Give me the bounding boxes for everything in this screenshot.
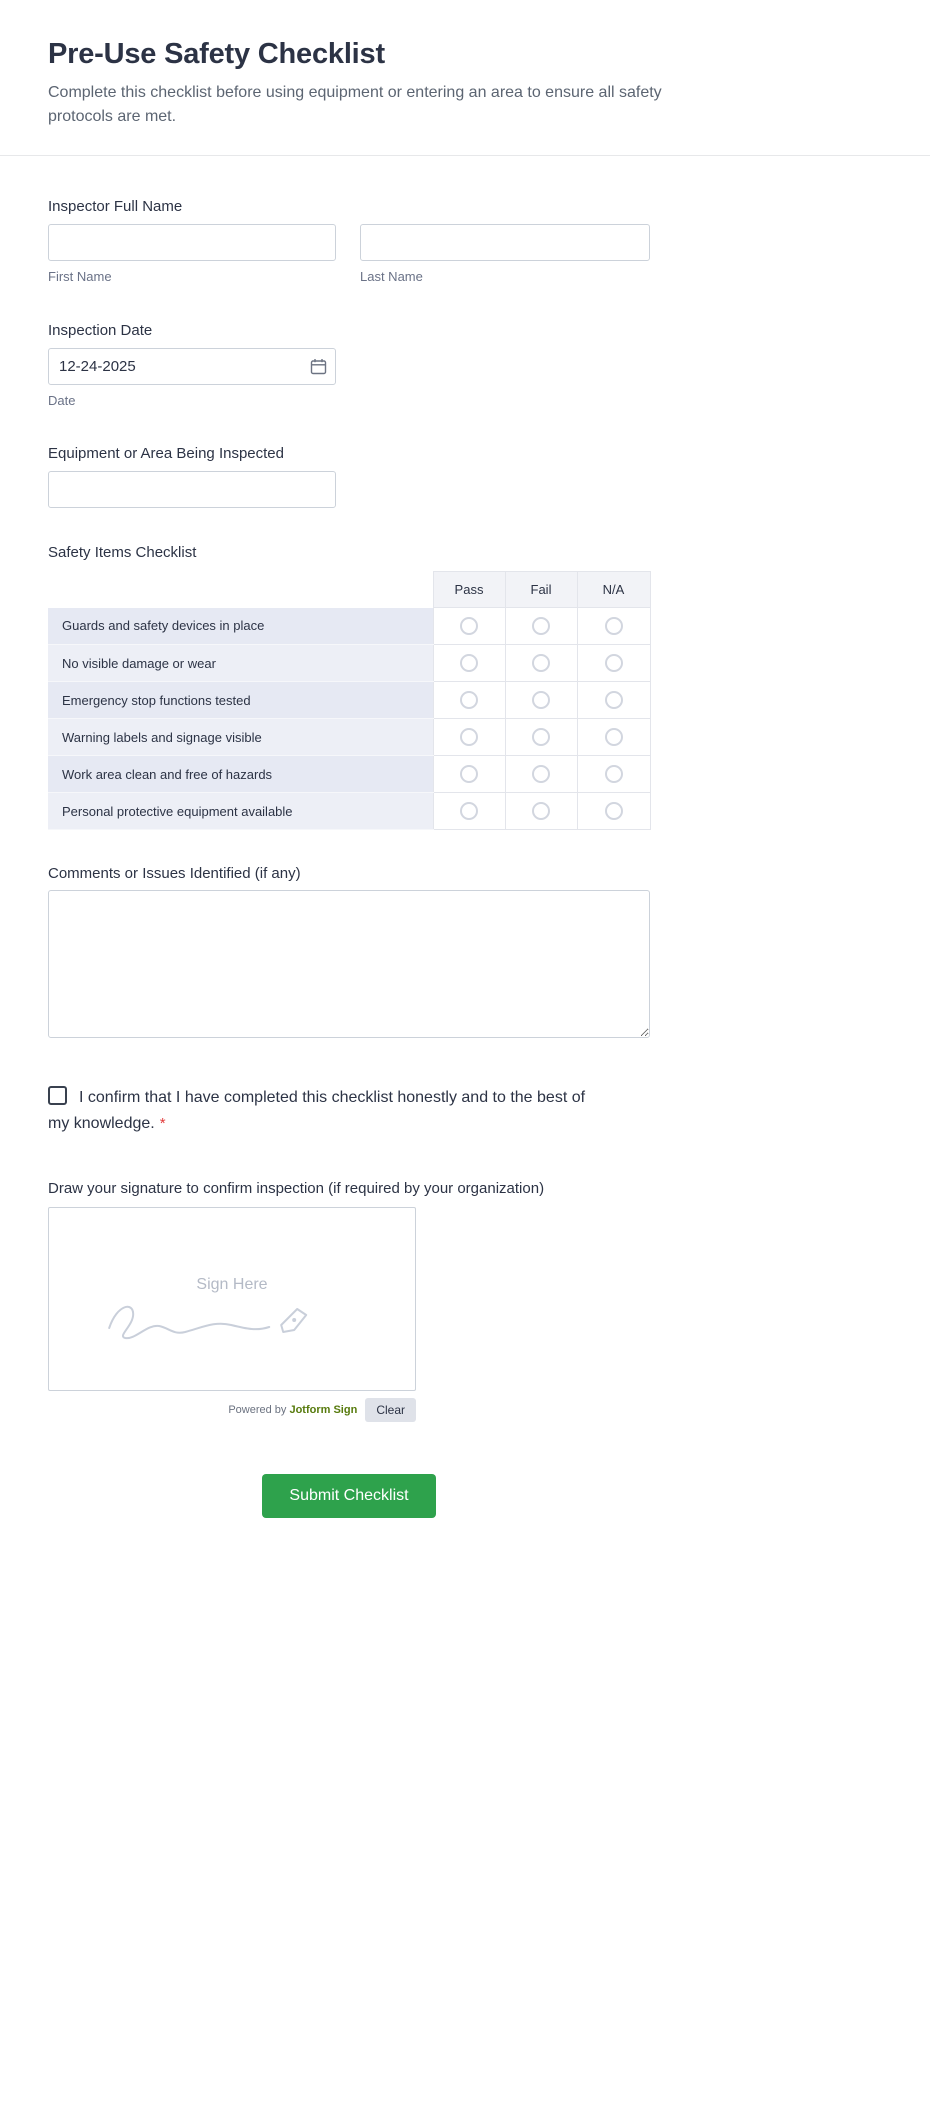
matrix-row-label: No visible damage or wear <box>48 645 433 682</box>
radio-fail[interactable] <box>532 617 550 635</box>
radio-fail[interactable] <box>532 802 550 820</box>
matrix-row <box>48 608 650 645</box>
radio-pass[interactable] <box>460 654 478 672</box>
first-name-input[interactable] <box>48 224 336 261</box>
matrix-row-label: Work area clean and free of hazards <box>48 756 433 793</box>
signature-squiggle-icon <box>103 1294 333 1351</box>
equipment-field <box>48 445 882 508</box>
comments-textarea[interactable] <box>48 890 650 1038</box>
radio-na[interactable] <box>605 654 623 672</box>
jotform-sign-brand: Jotform Sign <box>289 1404 358 1417</box>
radio-fail[interactable] <box>532 765 550 783</box>
form-header <box>0 0 930 155</box>
radio-fail[interactable] <box>532 691 550 709</box>
powered-by-label: Powered by <box>228 1404 287 1417</box>
matrix-row <box>48 756 650 793</box>
radio-pass[interactable] <box>460 728 478 746</box>
last-name-sublabel: Last Name <box>360 269 423 284</box>
inspection-date-label: Inspection Date <box>48 322 153 339</box>
radio-na[interactable] <box>605 802 623 820</box>
matrix-row-label: Warning labels and signage visible <box>48 719 433 756</box>
matrix-corner <box>48 572 433 608</box>
radio-pass[interactable] <box>460 802 478 820</box>
pen-nib-icon <box>281 1309 306 1332</box>
clear-button[interactable]: Clear <box>365 1398 416 1422</box>
radio-fail[interactable] <box>532 654 550 672</box>
last-name-input[interactable] <box>360 224 650 261</box>
signature-footer <box>48 1398 416 1422</box>
equipment-input[interactable] <box>48 471 336 508</box>
radio-pass[interactable] <box>460 617 478 635</box>
radio-na[interactable] <box>605 617 623 635</box>
confirm-label: I confirm that I have completed this checklist honestly and to the best of my knowledge. <box>48 1089 586 1132</box>
matrix-col-fail: Fail <box>505 572 577 608</box>
signature-pad[interactable] <box>48 1207 416 1391</box>
equipment-label: Equipment or Area Being Inspected <box>48 445 284 462</box>
inspection-date-field <box>48 322 882 408</box>
submit-row <box>48 1474 650 2098</box>
calendar-icon[interactable] <box>310 358 327 375</box>
required-asterisk: * <box>159 1114 166 1132</box>
safety-checklist-label: Safety Items Checklist <box>48 544 197 561</box>
radio-na[interactable] <box>605 728 623 746</box>
matrix-row <box>48 645 650 682</box>
matrix-row <box>48 682 650 719</box>
form-body <box>0 156 930 2098</box>
comments-field <box>48 865 882 1038</box>
radio-pass[interactable] <box>460 765 478 783</box>
sign-here-placeholder: Sign Here <box>196 1276 268 1294</box>
inspector-name-label: Inspector Full Name <box>48 198 183 215</box>
matrix-col-pass: Pass <box>433 572 505 608</box>
first-name-sublabel: First Name <box>48 269 112 284</box>
date-sublabel: Date <box>48 393 76 408</box>
radio-pass[interactable] <box>460 691 478 709</box>
submit-button[interactable]: Submit Checklist <box>262 1474 435 1518</box>
matrix-row-label: Emergency stop functions tested <box>48 682 433 719</box>
matrix-row-label: Guards and safety devices in place <box>48 608 433 645</box>
radio-na[interactable] <box>605 765 623 783</box>
matrix-row-label: Personal protective equipment available <box>48 793 433 830</box>
safety-matrix <box>48 571 651 830</box>
matrix-col-na: N/A <box>577 572 650 608</box>
inspector-name-field <box>48 198 882 284</box>
confirm-checkbox[interactable] <box>48 1086 67 1105</box>
confirm-field <box>48 1085 610 1136</box>
comments-label: Comments or Issues Identified (if any) <box>48 865 301 882</box>
radio-na[interactable] <box>605 691 623 709</box>
signature-label: Draw your signature to confirm inspection (if required by your organization) <box>48 1180 545 1198</box>
safety-checklist-field <box>48 544 882 830</box>
radio-fail[interactable] <box>532 728 550 746</box>
matrix-row <box>48 793 650 830</box>
page-subtitle: Complete this checklist before using equipment or entering an area to ensure all safety protocols are met. <box>48 84 662 125</box>
date-input[interactable] <box>48 348 336 385</box>
signature-field <box>48 1180 882 1422</box>
matrix-row <box>48 719 650 756</box>
page-title: Pre-Use Safety Checklist <box>48 38 385 70</box>
